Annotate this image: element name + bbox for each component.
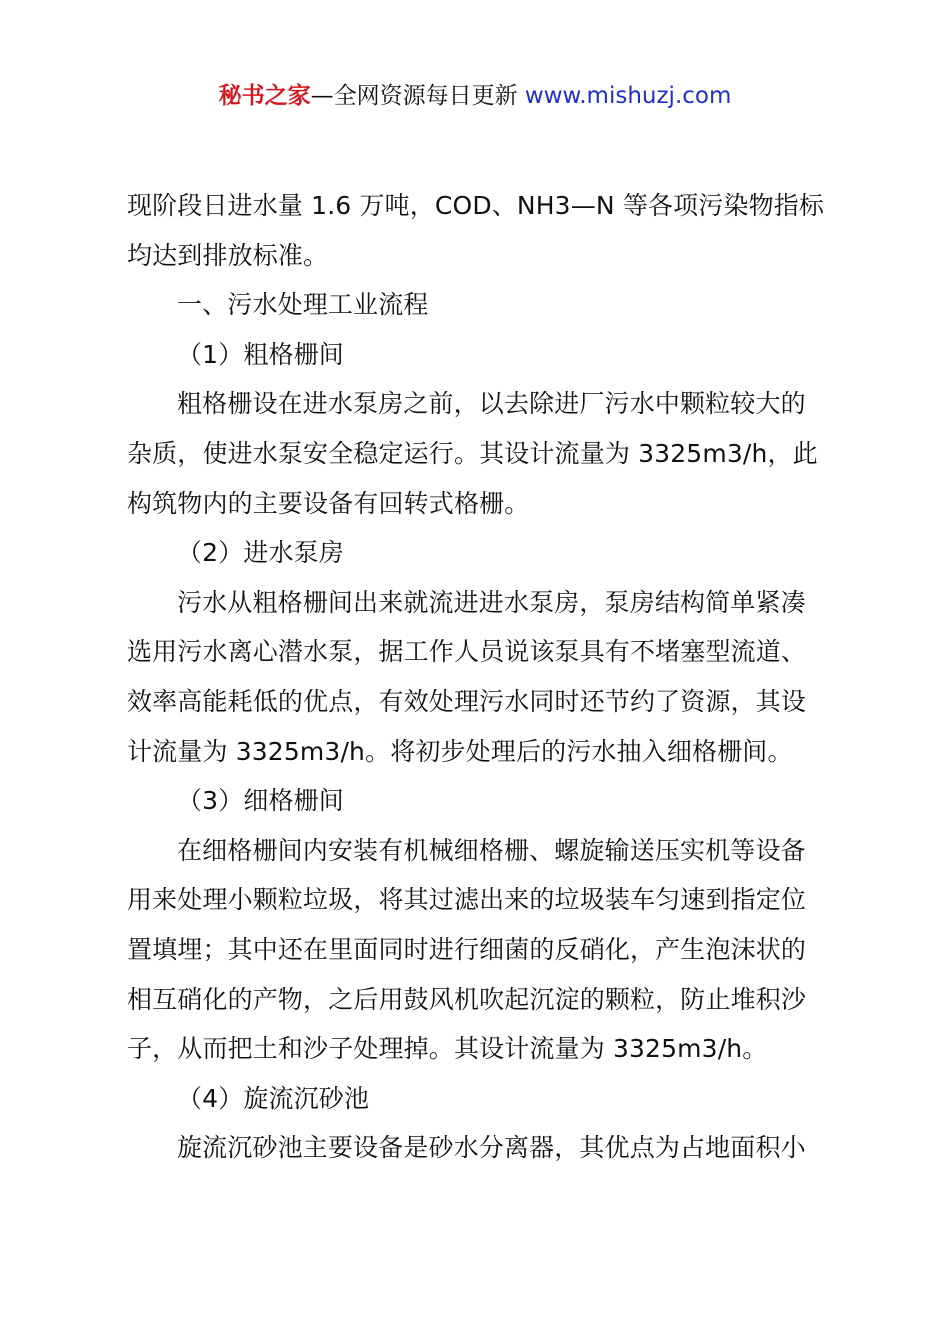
subsection-heading: （2）进水泵房 [177,538,344,568]
body-line: 相互硝化的产物，之后用鼓风机吹起沉淀的颗粒，防止堆积沙 [127,984,807,1014]
body-line: 子，从而把土和沙子处理掉。其设计流量为 3325m3/h。 [127,1034,768,1064]
body-line: 在细格栅间内安装有机械细格栅、螺旋输送压实机等设备 [177,835,806,865]
body-line: 构筑物内的主要设备有回转式格栅。 [127,488,530,518]
body-line: 用来处理小颗粒垃圾，将其过滤出来的垃圾装车匀速到指定位 [127,885,807,915]
page-header [0,80,950,112]
body-line: 污水从粗格栅间出来就流进进水泵房，泵房结构简单紧凑 [177,587,806,617]
header-brand: 秘书之家 [218,83,311,109]
body-line: 现阶段日进水量 1.6 万吨，COD、NH3—N 等各项污染物指标 [127,191,825,220]
body-line: 粗格栅设在进水泵房之前，以去除进厂污水中颗粒较大的 [177,389,806,419]
body-line: 均达到排放标准。 [127,240,329,270]
body-line: 选用污水离心潜水泵，据工作人员说该泵具有不堵塞型流道、 [127,637,807,667]
section-heading: 一、污水处理工业流程 [177,290,429,320]
header-url-link[interactable]: www.mishuzj.com [524,83,732,109]
document-body [127,184,837,1176]
body-line: 置填埋；其中还在里面同时进行细菌的反硝化，产生泡沫状的 [127,934,807,964]
subsection-heading: （1）粗格栅间 [177,339,344,369]
subsection-heading: （4）旋流沉砂池 [177,1083,370,1113]
header-tagline: —全网资源每日更新 [310,83,525,109]
body-line: 效率高能耗低的优点，有效处理污水同时还节约了资源，其设 [127,686,807,716]
body-line: 旋流沉砂池主要设备是砂水分离器，其优点为占地面积小 [177,1133,806,1163]
subsection-heading: （3）细格栅间 [177,786,344,816]
body-line: 计流量为 3325m3/h。将初步处理后的污水抽入细格栅间。 [127,736,793,766]
body-line: 杂质，使进水泵安全稳定运行。其设计流量为 3325m3/h，此 [127,438,818,468]
